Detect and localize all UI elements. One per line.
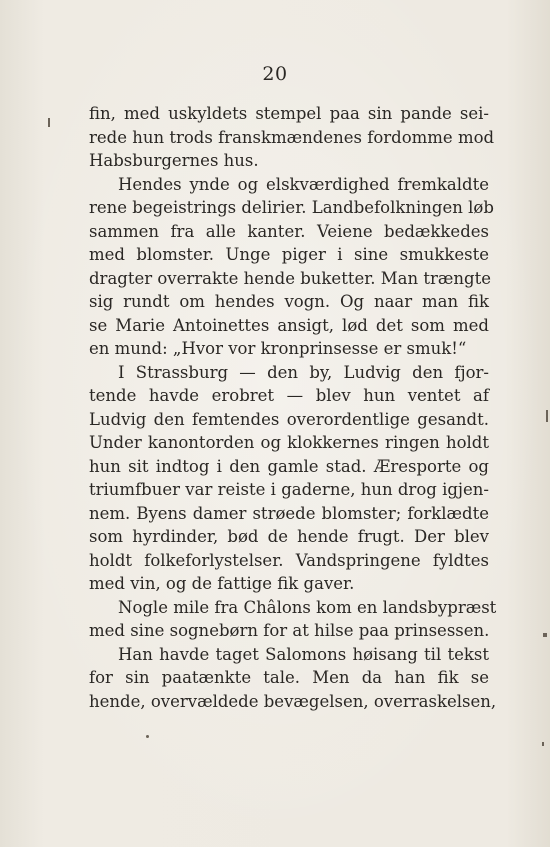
text-line: nem. Byens damer strøede blomster; forklædte <box>89 503 489 523</box>
text-line: tende havde erobret — blev hun ventet af <box>89 386 489 405</box>
paper-speck <box>146 735 149 738</box>
text-line: I Strassburg — den by, Ludvig den fjor- <box>118 362 489 382</box>
text-line: en mund: „Hvor vor kronprinsesse er smuk!“ <box>89 339 467 358</box>
text-line: Hendes ynde og elskværdighed fremkaldte <box>118 174 489 194</box>
text-line: sig rundt om hendes vogn. Og naar man fik <box>89 292 489 311</box>
paper-speck <box>546 410 548 422</box>
text-line: Habsburgernes hus. <box>89 151 259 170</box>
text-line: sammen fra alle kanter. Veiene bedækkedes <box>89 221 489 241</box>
text-line: med blomster. Unge piger i sine smukkeste <box>89 245 489 264</box>
text-line: for sin paatænkte tale. Men da han fik se <box>89 668 489 687</box>
paper-speck <box>48 118 50 127</box>
text-line: med sine sognebørn for at hilse paa prinsessen. <box>89 621 490 640</box>
text-line: rene begeistrings delirier. Landbefolkningen løb <box>89 198 494 217</box>
text-line: hende, overvældede bevægelsen, overraskelsen, <box>89 691 497 711</box>
text-line: fin, med uskyldets stempel paa sin pande sei- <box>89 104 489 123</box>
text-line: som hyrdinder, bød de hende frugt. Der blev <box>89 527 489 546</box>
text-line: Han havde taget Salomons høisang til tekst <box>118 644 489 664</box>
paper-speck <box>543 633 547 637</box>
page-number: 20 <box>262 63 288 85</box>
text-line: Nogle mile fra Châlons kom en landsbypræst <box>118 597 497 617</box>
text-line: rede hun trods franskmændenes fordomme mod <box>89 127 495 147</box>
text-line: holdt folkeforlystelser. Vandspringene fyldtes <box>89 550 489 570</box>
text-line: med vin, og de fattige fik gaver. <box>89 574 355 593</box>
paper-speck <box>542 742 544 746</box>
text-line: Under kanontorden og klokkernes ringen holdt <box>89 433 489 452</box>
body-text <box>89 102 497 713</box>
text-line: triumfbuer var reiste i gaderne, hun drog igjen- <box>89 480 489 499</box>
text-line: dragter overrakte hende buketter. Man trængte <box>89 268 491 288</box>
text-line: hun sit indtog i den gamle stad. Æresporte og <box>89 456 489 476</box>
text-line: se Marie Antoinettes ansigt, lød det som med <box>89 315 489 335</box>
text-line: Ludvig den femtendes overordentlige gesandt. <box>89 409 489 429</box>
